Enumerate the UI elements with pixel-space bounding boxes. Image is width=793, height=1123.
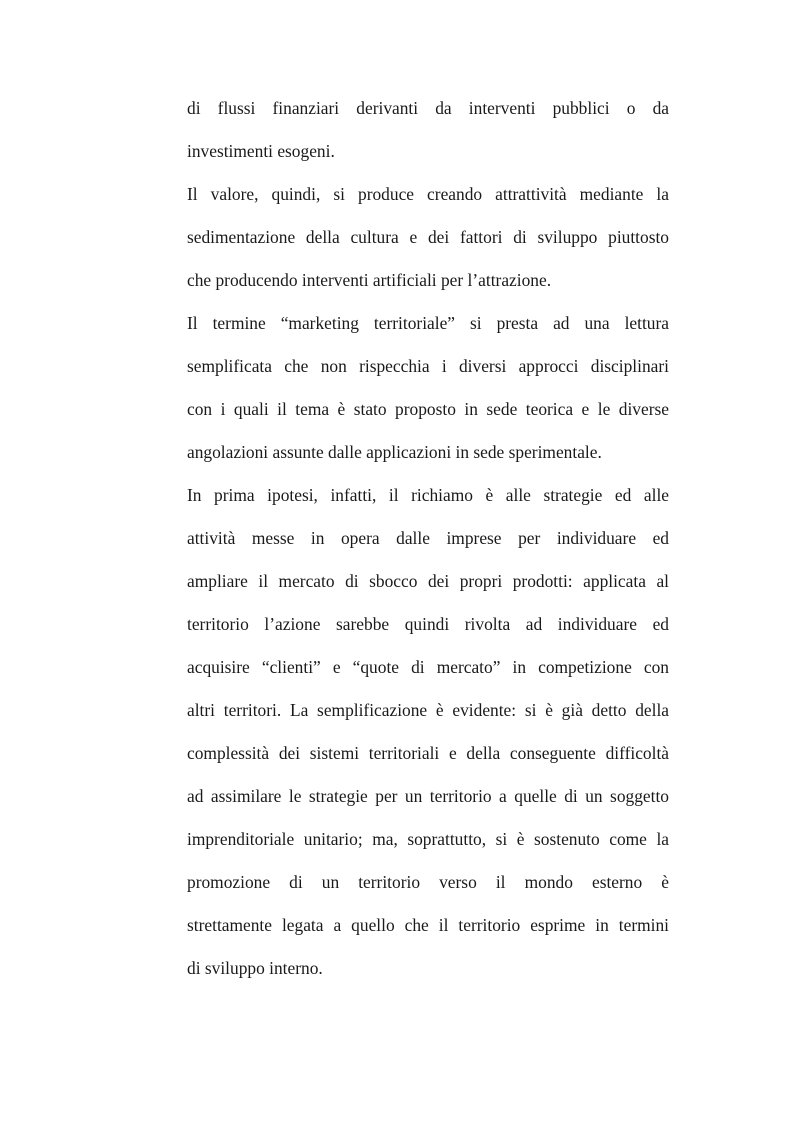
- text-line: che producendo interventi artificiali per l’attrazione.: [187, 270, 552, 290]
- text-line: ampliare il mercato di sbocco dei propri prodotti: applicata al: [187, 571, 669, 591]
- text-line: altri territori. La semplificazione è evidente: si è già detto della: [187, 700, 669, 720]
- text-line: Il termine “marketing territoriale” si presta ad una lettura: [187, 313, 669, 333]
- text-line: imprenditoriale unitario; ma, soprattutto, si è sostenuto come la: [187, 829, 669, 849]
- text-line: strettamente legata a quello che il territorio esprime in termini: [187, 915, 669, 935]
- text-line: complessità dei sistemi territoriali e della conseguente difficoltà: [187, 743, 669, 763]
- text-line: attività messe in opera dalle imprese per individuare ed: [187, 528, 669, 548]
- document-body: [187, 93, 669, 996]
- text-line: sedimentazione della cultura e dei fattori di sviluppo piuttosto: [187, 227, 669, 247]
- text-line: territorio l’azione sarebbe quindi rivolta ad individuare ed: [187, 614, 669, 634]
- text-line: In prima ipotesi, infatti, il richiamo è alle strategie ed alle: [187, 485, 669, 505]
- text-line: di sviluppo interno.: [187, 958, 323, 978]
- text-line: angolazioni assunte dalle applicazioni in sede sperimentale.: [187, 442, 602, 462]
- text-line: di flussi finanziari derivanti da interventi pubblici o da: [187, 98, 669, 118]
- text-line: Il valore, quindi, si produce creando attrattività mediante la: [187, 184, 669, 204]
- text-line: investimenti esogeni.: [187, 141, 335, 161]
- text-line: promozione di un territorio verso il mondo esterno è: [187, 872, 669, 892]
- text-line: acquisire “clienti” e “quote di mercato” in competizione con: [187, 657, 669, 677]
- text-line: ad assimilare le strategie per un territorio a quelle di un soggetto: [187, 786, 669, 806]
- text-line: semplificata che non rispecchia i diversi approcci disciplinari: [187, 356, 669, 376]
- text-line: con i quali il tema è stato proposto in sede teorica e le diverse: [187, 399, 669, 419]
